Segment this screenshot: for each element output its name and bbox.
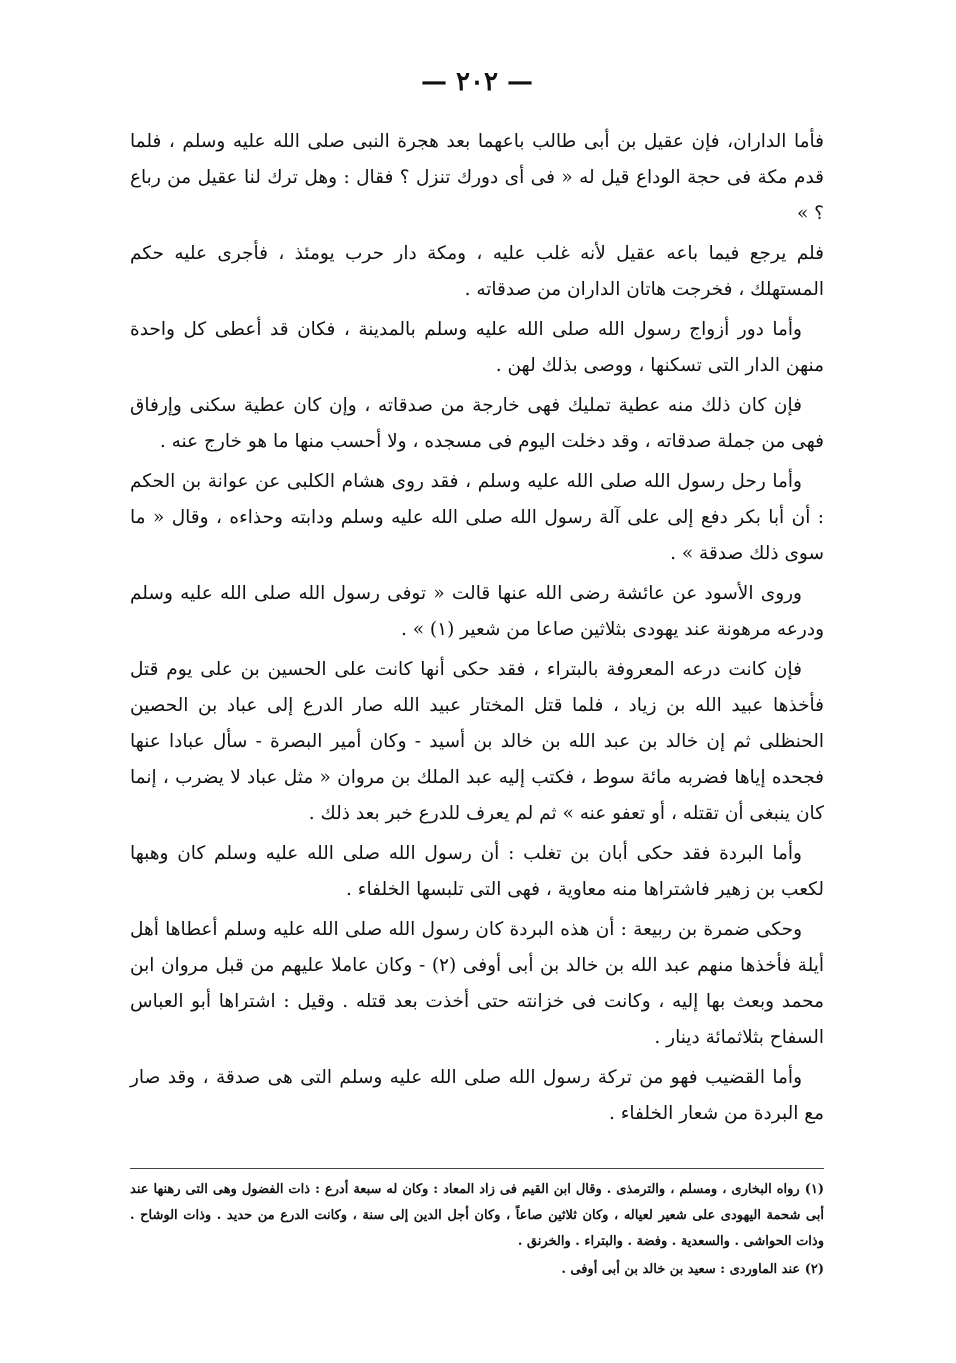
paragraph: وأما دور أزواج رسول الله صلى الله عليه وسلم بالمدينة ، فكان قد أعطى كل واحدة منهن الدار التى تسكنها ، ووصى بذلك لهن . bbox=[130, 319, 824, 376]
page-number: — ٢٠٢ — bbox=[420, 67, 534, 97]
paragraph: فلم يرجع فيما باعه عقيل لأنه غلب عليه ، ومكة دار حرب يومئذ ، فأجرى عليه حكم المستهلك ، فخرجت هاتان الداران من صدقاته . bbox=[130, 243, 824, 300]
paragraph: فأما الداران، فإن عقيل بن أبى طالب باعهما بعد هجرة النبى صلى الله عليه وسلم ، فلما قدم مكة فى حجة الوداع قيل له « فى أى دورك تنزل ؟ فقال : وهل ترك لنا عقيل من رباع ؟ » bbox=[130, 131, 824, 224]
paragraph: وروى الأسود عن عائشة رضى الله عنها قالت « توفى رسول الله صلى الله عليه وسلم ودرعه مرهونة عند يهودى بثلاثين صاعا من شعير (١) » . bbox=[130, 583, 824, 640]
paragraph: فإن كان ذلك منه عطية تمليك فهى خارجة من صدقاته ، وإن كان عطية سكنى وإرفاق فهى من جملة صدقاته ، وقد دخلت اليوم فى مسجده ، ولا أحسب منها ما هو خارج عنه . bbox=[130, 395, 824, 452]
footnote-divider bbox=[130, 1168, 824, 1169]
paragraph: وأما رحل رسول الله صلى الله عليه وسلم ، فقد روى هشام الكلبى عن عوانة بن الحكم : أن أبا بكر دفع إلى على آلة رسول الله صلى الله عليه وسلم ودابته وحذاءه ، وقال « ما سوى ذلك صدقة » . bbox=[130, 471, 824, 564]
footnote: (١) رواه البخارى ، ومسلم ، والترمذى . وقال ابن القيم فى زاد المعاد : وكان له سبعة أدرع : ذات الفضول وهى التى رهنها عند أبى شحمة اليهودى على شعير لعياله ، وكان ثلاثين صاعاً ، وكان أجل الدين إلى سنة ، وكانت الدرع من حديد . وذات الوشاح . وذات الحواشى . والسعدية . وفضة . والبتراء . والخرنق . bbox=[130, 1182, 824, 1249]
paragraph: وأما البردة فقد حكى أبان بن تغلب : أن رسول الله صلى الله عليه وسلم كان وهبها لكعب بن زهير فاشتراها منه معاوية ، فهى التى تلبسها الخلفاء . bbox=[130, 843, 824, 900]
paragraph: وحكى ضمرة بن ربيعة : أن هذه البردة كان رسول الله صلى الله عليه وسلم أعطاها أهل أيلة فأخذها منهم عبد الله بن خالد بن أبى أوفى (٢) - وكان عاملا عليهم من قبل مروان ابن محمد وبعث بها إليه ، وكانت فى خزانته حتى أخذت بعد قتله . وقيل : اشتراها أبو العباس السفاح بثلاثمائة دينار . bbox=[130, 919, 824, 1048]
footnotes bbox=[130, 1168, 824, 1285]
paragraph: فإن كانت درعه المعروفة بالبتراء ، فقد حكى أنها كانت على الحسين بن على يوم قتل فأخذها عبيد الله بن زياد ، فلما قتل المختار عبيد الله صار الدرع إلى عباد بن الحصين الحنظلى ثم إن خالد بن عبد الله بن خالد بن أسيد - وكان أمير البصرة - سأل عبادا عنها فجحده إياها فضربه مائة سوط ، فكتب إليه عبد الملك بن مروان « مثل عباد لا يضرب ، إنما كان ينبغى أن تقتله ، أو تعفو عنه » ثم لم يعرف للدرع خبر بعد ذلك . bbox=[130, 659, 824, 824]
paragraph: وأما القضيب فهو من تركة رسول الله صلى الله عليه وسلم التى هى صدقة ، وقد صار مع البردة من شعار الخلفاء . bbox=[130, 1067, 824, 1124]
footnote: (٢) عند الماوردى : سعيد بن خالد بن أبى أوفى . bbox=[561, 1262, 824, 1277]
main-text bbox=[130, 124, 824, 1132]
